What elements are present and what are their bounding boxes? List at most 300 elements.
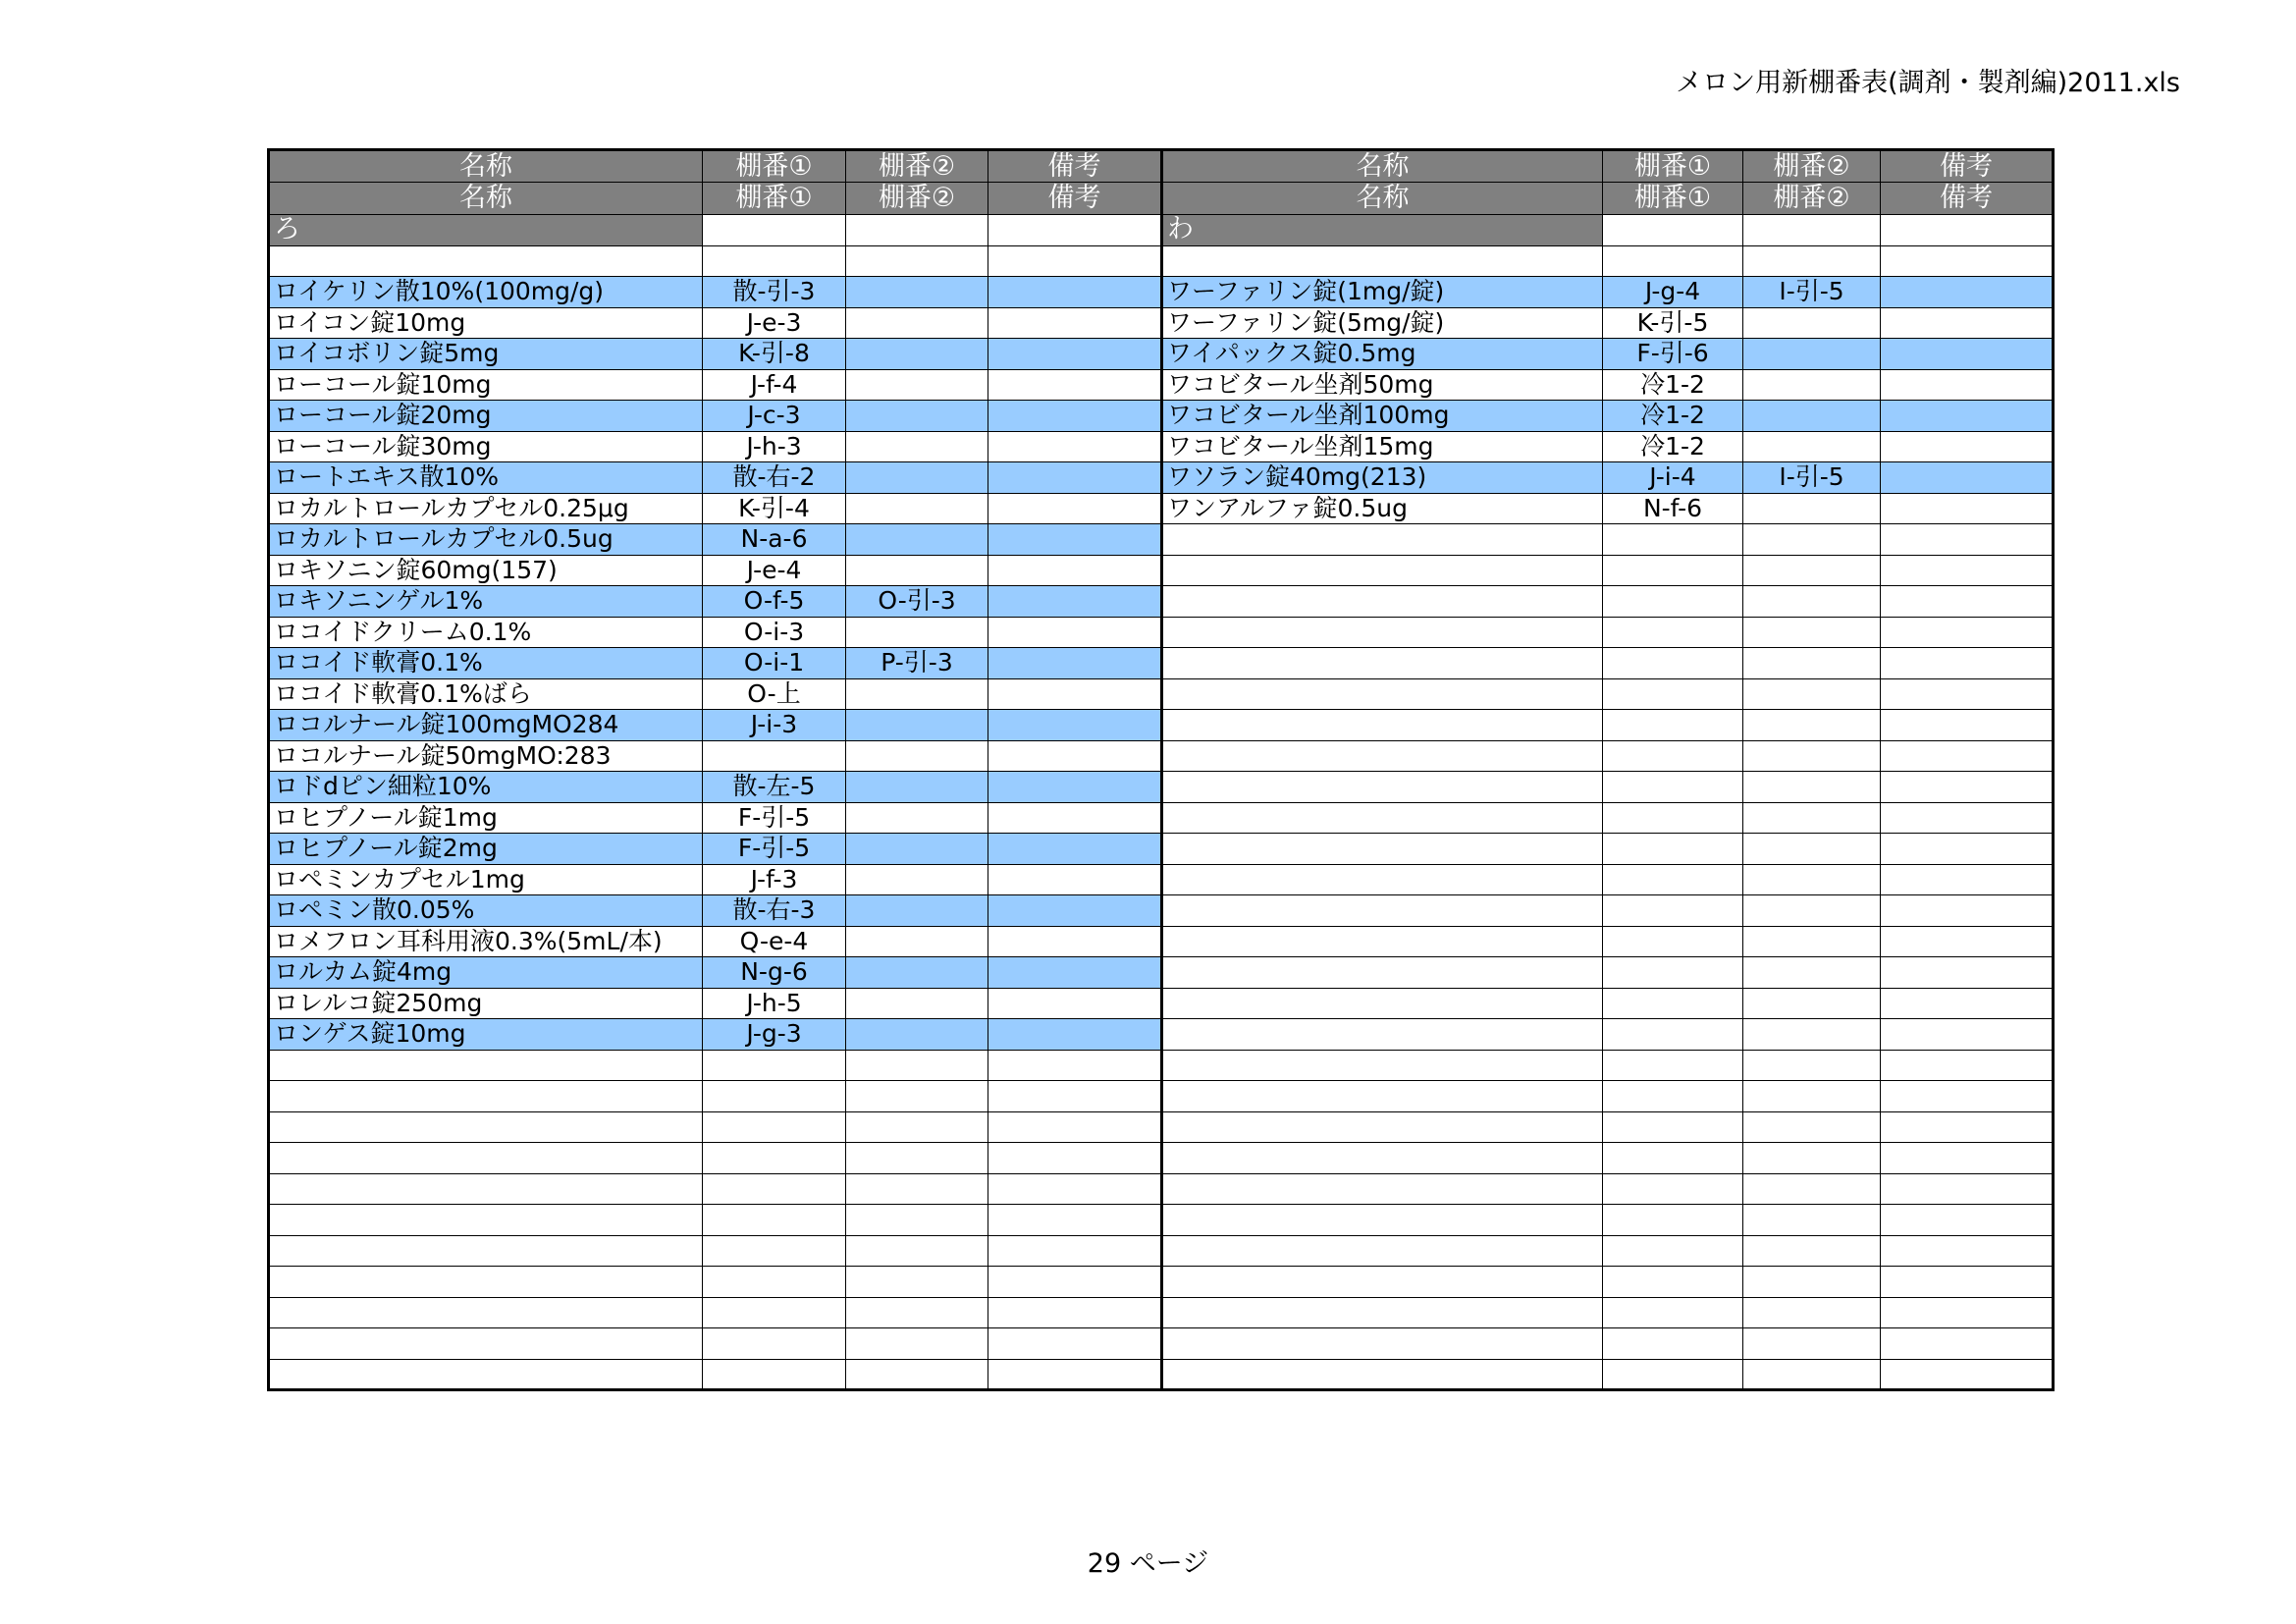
empty-cell: [1603, 555, 1743, 586]
drug-name-cell: ロルカム錠4mg: [269, 957, 703, 989]
empty-cell: [1603, 1359, 1743, 1390]
drug-name-cell: ロキソニンゲル1%: [269, 586, 703, 618]
shelf1-cell: J-f-4: [703, 369, 846, 401]
header-cell: 棚番②: [1743, 150, 1881, 183]
note-cell: [988, 369, 1162, 401]
empty-cell: [1603, 1235, 1743, 1267]
table-row: [1162, 493, 2054, 524]
empty-cell: [846, 1267, 988, 1298]
empty-cell: [1162, 617, 1603, 648]
note-cell: [1881, 401, 2054, 432]
empty-cell: [1603, 648, 1743, 679]
header-cell: 棚番②: [846, 183, 988, 215]
drug-name-cell: ワーファリン錠(5mg/錠): [1162, 307, 1603, 339]
empty-cell: [846, 1235, 988, 1267]
empty-cell: [1881, 864, 2054, 895]
empty-cell: [1881, 802, 2054, 834]
empty-cell: [1881, 215, 2054, 246]
empty-cell: [1162, 802, 1603, 834]
empty-cell: [703, 1081, 846, 1112]
shelf2-cell: [1743, 431, 1881, 462]
empty-cell: [1603, 617, 1743, 648]
shelf2-cell: [846, 339, 988, 370]
empty-cell: [1162, 1205, 1603, 1236]
shelf1-cell: K-引-8: [703, 339, 846, 370]
empty-cell: [1743, 586, 1881, 618]
shelf2-cell: [846, 462, 988, 494]
table-row: [269, 431, 1162, 462]
section-row: [1162, 215, 2054, 246]
empty-cell: [1162, 772, 1603, 803]
empty-cell: [1743, 1143, 1881, 1174]
empty-cell: [1743, 1050, 1881, 1081]
drug-name-cell: ローコール錠20mg: [269, 401, 703, 432]
shelf1-cell: J-f-3: [703, 864, 846, 895]
shelf2-cell: [846, 802, 988, 834]
drug-name-cell: ロイケリン散10%(100mg/g): [269, 277, 703, 308]
empty-cell: [1881, 1173, 2054, 1205]
empty-cell: [1603, 802, 1743, 834]
shelf2-cell: I-引-5: [1743, 277, 1881, 308]
drug-name-cell: ローコール錠30mg: [269, 431, 703, 462]
header-row: [1162, 150, 2054, 183]
table-row: [269, 586, 1162, 618]
note-cell: [988, 524, 1162, 556]
empty-cell: [1162, 1081, 1603, 1112]
empty-cell: [846, 1205, 988, 1236]
note-cell: [1881, 462, 2054, 494]
empty-cell: [1743, 617, 1881, 648]
empty-cell: [1162, 957, 1603, 989]
left-shelf-table: [267, 148, 1163, 1391]
empty-cell: [703, 215, 846, 246]
blank-row: [1162, 988, 2054, 1019]
table-row: [1162, 401, 2054, 432]
drug-name-cell: ワンアルファ錠0.5ug: [1162, 493, 1603, 524]
drug-name-cell: ロコルナール錠100mgMO284: [269, 710, 703, 741]
blank-row: [1162, 1050, 2054, 1081]
empty-cell: [1162, 895, 1603, 927]
empty-cell: [1743, 555, 1881, 586]
table-row: [269, 802, 1162, 834]
empty-cell: [703, 1173, 846, 1205]
empty-cell: [1162, 988, 1603, 1019]
table-row: [269, 339, 1162, 370]
drug-name-cell: ロイコン錠10mg: [269, 307, 703, 339]
note-cell: [988, 648, 1162, 679]
empty-cell: [703, 245, 846, 277]
drug-name-cell: ロドdピン細粒10%: [269, 772, 703, 803]
shelf2-cell: P-引-3: [846, 648, 988, 679]
empty-cell: [1603, 1143, 1743, 1174]
shelf2-cell: [846, 864, 988, 895]
empty-cell: [988, 1050, 1162, 1081]
shelf2-cell: [846, 307, 988, 339]
table-row: [269, 648, 1162, 679]
empty-cell: [988, 1328, 1162, 1360]
blank-row: [1162, 1019, 2054, 1051]
shelf1-cell: N-f-6: [1603, 493, 1743, 524]
empty-cell: [1881, 895, 2054, 927]
shelf2-cell: [1743, 493, 1881, 524]
table-row: [1162, 339, 2054, 370]
shelf1-cell: 散-右-2: [703, 462, 846, 494]
shelf2-cell: [1743, 307, 1881, 339]
note-cell: [988, 710, 1162, 741]
empty-cell: [1881, 678, 2054, 710]
empty-cell: [1881, 957, 2054, 989]
table-row: [1162, 369, 2054, 401]
table-row: [269, 678, 1162, 710]
empty-cell: [846, 245, 988, 277]
section-label: ろ: [269, 215, 703, 246]
empty-cell: [1881, 1111, 2054, 1143]
shelf1-cell: O-i-3: [703, 617, 846, 648]
table-row: [269, 740, 1162, 772]
empty-cell: [1162, 678, 1603, 710]
empty-cell: [1743, 802, 1881, 834]
shelf1-cell: 散-右-3: [703, 895, 846, 927]
shelf2-cell: [846, 401, 988, 432]
empty-cell: [1881, 926, 2054, 957]
shelf2-cell: [846, 926, 988, 957]
drug-name-cell: ロペミン散0.05%: [269, 895, 703, 927]
empty-cell: [703, 1111, 846, 1143]
blank-row: [1162, 957, 2054, 989]
empty-cell: [1881, 1019, 2054, 1051]
header-row: [269, 183, 1162, 215]
table-row: [269, 493, 1162, 524]
blank-row: [269, 1359, 1162, 1390]
drug-name-cell: ロートエキス散10%: [269, 462, 703, 494]
drug-name-cell: ワイパックス錠0.5mg: [1162, 339, 1603, 370]
table-row: [1162, 277, 2054, 308]
empty-cell: [1162, 245, 1603, 277]
shelf2-cell: O-引-3: [846, 586, 988, 618]
blank-row: [1162, 678, 2054, 710]
shelf1-cell: K-引-5: [1603, 307, 1743, 339]
empty-cell: [1743, 1235, 1881, 1267]
empty-cell: [1603, 988, 1743, 1019]
empty-cell: [1743, 1297, 1881, 1328]
shelf1-cell: J-h-5: [703, 988, 846, 1019]
shelf1-cell: O-i-1: [703, 648, 846, 679]
empty-cell: [1162, 926, 1603, 957]
empty-cell: [846, 1173, 988, 1205]
right-shelf-table: [1160, 148, 2055, 1391]
blank-row: [1162, 555, 2054, 586]
empty-cell: [1743, 648, 1881, 679]
empty-cell: [269, 1111, 703, 1143]
shelf2-cell: [846, 988, 988, 1019]
shelf1-cell: J-g-4: [1603, 277, 1743, 308]
empty-cell: [703, 1205, 846, 1236]
blank-row: [269, 1111, 1162, 1143]
empty-cell: [1881, 617, 2054, 648]
note-cell: [988, 586, 1162, 618]
empty-cell: [1881, 740, 2054, 772]
note-cell: [1881, 307, 2054, 339]
header-cell: 棚番②: [846, 150, 988, 183]
blank-row: [1162, 926, 2054, 957]
note-cell: [988, 431, 1162, 462]
table-row: [269, 834, 1162, 865]
empty-cell: [1603, 772, 1743, 803]
empty-cell: [846, 1297, 988, 1328]
note-cell: [1881, 493, 2054, 524]
empty-cell: [988, 215, 1162, 246]
empty-cell: [1162, 1143, 1603, 1174]
blank-row: [1162, 245, 2054, 277]
empty-cell: [1603, 895, 1743, 927]
empty-cell: [1743, 215, 1881, 246]
blank-row: [1162, 1143, 2054, 1174]
note-cell: [988, 895, 1162, 927]
table-row: [269, 772, 1162, 803]
empty-cell: [1743, 864, 1881, 895]
blank-row: [1162, 772, 2054, 803]
note-cell: [1881, 277, 2054, 308]
empty-cell: [1881, 834, 2054, 865]
empty-cell: [1743, 1205, 1881, 1236]
drug-name-cell: ロレルコ錠250mg: [269, 988, 703, 1019]
empty-cell: [1743, 1173, 1881, 1205]
empty-cell: [846, 1081, 988, 1112]
empty-cell: [1162, 524, 1603, 556]
drug-name-cell: ロコイドクリーム0.1%: [269, 617, 703, 648]
empty-cell: [1162, 1019, 1603, 1051]
blank-row: [1162, 1111, 2054, 1143]
header-cell: 名称: [269, 183, 703, 215]
empty-cell: [703, 1235, 846, 1267]
table-row: [269, 988, 1162, 1019]
table-row: [269, 307, 1162, 339]
shelf2-cell: [846, 524, 988, 556]
drug-name-cell: ロコイド軟膏0.1%: [269, 648, 703, 679]
empty-cell: [1162, 1235, 1603, 1267]
empty-cell: [1743, 895, 1881, 927]
drug-name-cell: ロカルトロールカプセル0.25μg: [269, 493, 703, 524]
shelf1-cell: 散-引-3: [703, 277, 846, 308]
shelf2-cell: [846, 710, 988, 741]
table-row: [269, 369, 1162, 401]
note-cell: [988, 1019, 1162, 1051]
empty-cell: [269, 1267, 703, 1298]
empty-cell: [1162, 1173, 1603, 1205]
shelf2-cell: [846, 1019, 988, 1051]
empty-cell: [1743, 988, 1881, 1019]
empty-cell: [846, 215, 988, 246]
empty-cell: [1162, 555, 1603, 586]
empty-cell: [1162, 586, 1603, 618]
blank-row: [1162, 617, 2054, 648]
empty-cell: [1881, 648, 2054, 679]
empty-cell: [1743, 524, 1881, 556]
drug-name-cell: ロカルトロールカプセル0.5ug: [269, 524, 703, 556]
blank-row: [1162, 834, 2054, 865]
note-cell: [988, 740, 1162, 772]
note-cell: [988, 834, 1162, 865]
empty-cell: [1743, 1359, 1881, 1390]
empty-cell: [1603, 1173, 1743, 1205]
table-row: [269, 462, 1162, 494]
section-label: わ: [1162, 215, 1603, 246]
table-row: [269, 864, 1162, 895]
empty-cell: [988, 1235, 1162, 1267]
note-cell: [988, 401, 1162, 432]
header-cell: 棚番①: [1603, 183, 1743, 215]
drug-name-cell: ローコール錠10mg: [269, 369, 703, 401]
header-row: [269, 150, 1162, 183]
note-cell: [988, 493, 1162, 524]
header-cell: 棚番①: [703, 183, 846, 215]
note-cell: [988, 772, 1162, 803]
shelf2-cell: [1743, 339, 1881, 370]
empty-cell: [846, 1328, 988, 1360]
shelf1-cell: 冷1-2: [1603, 369, 1743, 401]
shelf1-cell: 冷1-2: [1603, 401, 1743, 432]
empty-cell: [269, 1205, 703, 1236]
table-row: [269, 401, 1162, 432]
empty-cell: [269, 1235, 703, 1267]
empty-cell: [1603, 710, 1743, 741]
empty-cell: [1743, 1081, 1881, 1112]
empty-cell: [1603, 678, 1743, 710]
shelf1-cell: F-引-6: [1603, 339, 1743, 370]
empty-cell: [1603, 834, 1743, 865]
empty-cell: [1603, 524, 1743, 556]
empty-cell: [846, 1050, 988, 1081]
empty-cell: [1603, 215, 1743, 246]
empty-cell: [269, 1173, 703, 1205]
shelf1-cell: O-上: [703, 678, 846, 710]
shelf2-cell: [846, 834, 988, 865]
empty-cell: [703, 1297, 846, 1328]
shelf1-cell: N-a-6: [703, 524, 846, 556]
empty-cell: [988, 1143, 1162, 1174]
empty-cell: [1881, 524, 2054, 556]
empty-cell: [1881, 1081, 2054, 1112]
empty-cell: [1881, 1267, 2054, 1298]
blank-row: [269, 1050, 1162, 1081]
shelf2-cell: [846, 555, 988, 586]
table-row: [269, 1019, 1162, 1051]
drug-name-cell: ワコビタール坐剤15mg: [1162, 431, 1603, 462]
blank-row: [1162, 648, 2054, 679]
table-row: [269, 926, 1162, 957]
empty-cell: [269, 1359, 703, 1390]
shelf2-cell: [846, 957, 988, 989]
blank-row: [1162, 895, 2054, 927]
drug-name-cell: ロメフロン耳科用液0.3%(5mL/本): [269, 926, 703, 957]
empty-cell: [1603, 1019, 1743, 1051]
note-cell: [988, 864, 1162, 895]
empty-cell: [1162, 1297, 1603, 1328]
empty-cell: [1162, 1359, 1603, 1390]
blank-row: [269, 1081, 1162, 1112]
empty-cell: [846, 1111, 988, 1143]
empty-cell: [1881, 555, 2054, 586]
empty-cell: [1881, 586, 2054, 618]
note-cell: [988, 926, 1162, 957]
shelf2-cell: [1743, 369, 1881, 401]
empty-cell: [1603, 1267, 1743, 1298]
document-title: メロン用新棚番表(調剤・製剤編)2011.xls: [1676, 68, 2180, 98]
table-row: [269, 555, 1162, 586]
blank-row: [1162, 1081, 2054, 1112]
shelf1-cell: J-e-3: [703, 307, 846, 339]
empty-cell: [1162, 740, 1603, 772]
empty-cell: [1881, 1050, 2054, 1081]
drug-name-cell: ワコビタール坐剤100mg: [1162, 401, 1603, 432]
empty-cell: [1743, 1019, 1881, 1051]
header-cell: 名称: [269, 150, 703, 183]
shelf2-cell: [846, 277, 988, 308]
table-row: [269, 524, 1162, 556]
note-cell: [988, 555, 1162, 586]
section-row: [269, 215, 1162, 246]
shelf1-cell: Q-e-4: [703, 926, 846, 957]
blank-row: [1162, 710, 2054, 741]
shelf1-cell: F-引-5: [703, 802, 846, 834]
empty-cell: [1162, 648, 1603, 679]
note-cell: [988, 617, 1162, 648]
empty-cell: [1603, 957, 1743, 989]
empty-cell: [1881, 710, 2054, 741]
empty-cell: [846, 1143, 988, 1174]
empty-cell: [1743, 678, 1881, 710]
empty-cell: [1743, 1267, 1881, 1298]
drug-name-cell: ロコイド軟膏0.1%ばら: [269, 678, 703, 710]
shelf2-cell: [846, 772, 988, 803]
note-cell: [988, 462, 1162, 494]
empty-cell: [1743, 926, 1881, 957]
blank-row: [1162, 1328, 2054, 1360]
blank-row: [1162, 586, 2054, 618]
empty-cell: [1162, 864, 1603, 895]
drug-name-cell: ロイコボリン錠5mg: [269, 339, 703, 370]
empty-cell: [1162, 1111, 1603, 1143]
note-cell: [988, 277, 1162, 308]
blank-row: [269, 245, 1162, 277]
drug-name-cell: ロペミンカプセル1mg: [269, 864, 703, 895]
header-cell: 備考: [1881, 183, 2054, 215]
shelf2-cell: I-引-5: [1743, 462, 1881, 494]
drug-name-cell: ロキソニン錠60mg(157): [269, 555, 703, 586]
blank-row: [1162, 1297, 2054, 1328]
drug-name-cell: ワコビタール坐剤50mg: [1162, 369, 1603, 401]
header-cell: 備考: [1881, 150, 2054, 183]
blank-row: [269, 1143, 1162, 1174]
empty-cell: [1743, 957, 1881, 989]
blank-row: [269, 1235, 1162, 1267]
empty-cell: [1881, 772, 2054, 803]
empty-cell: [988, 1111, 1162, 1143]
shelf1-cell: K-引-4: [703, 493, 846, 524]
empty-cell: [1881, 245, 2054, 277]
empty-cell: [269, 1328, 703, 1360]
note-cell: [1881, 339, 2054, 370]
drug-name-cell: ワソラン錠40mg(213): [1162, 462, 1603, 494]
empty-cell: [1162, 1267, 1603, 1298]
empty-cell: [1743, 740, 1881, 772]
blank-row: [269, 1328, 1162, 1360]
note-cell: [988, 307, 1162, 339]
shelf1-cell: J-i-3: [703, 710, 846, 741]
shelf2-cell: [846, 895, 988, 927]
note-cell: [988, 678, 1162, 710]
shelf1-cell: J-e-4: [703, 555, 846, 586]
